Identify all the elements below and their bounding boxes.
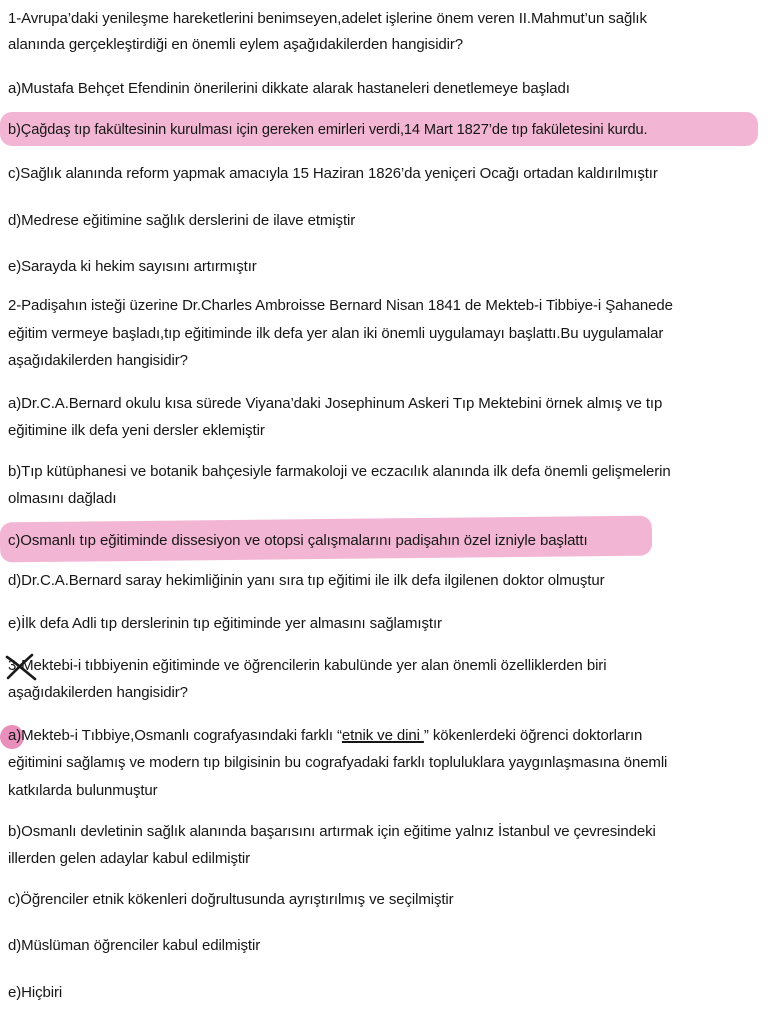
q3-option-c: c)Öğrenciler etnik kökenleri doğrultusunda ayrıştırılmış ve seçilmiştir — [8, 891, 454, 908]
q3-stem-line2: aşağıdakilerden hangisidir? — [8, 684, 188, 701]
q3-option-b-line1: b)Osmanlı devletinin sağlık alanında başarısını artırmak için eğitime yalnız İstanbul ve çevresindeki — [8, 823, 656, 840]
cross-out-mark-icon — [4, 653, 38, 681]
q1-stem-line1: 1-Avrupa’daki yenileşme hareketlerini benimseyen,adelet işlerine önem veren II.Mahmut’un sağlık — [8, 10, 647, 27]
q3-stem-line1 — [8, 656, 606, 675]
q1-option-d: d)Medrese eğitimine sağlık derslerini de ilave etmiştir — [8, 212, 356, 229]
q2-option-b-line2: olmasını dağladı — [8, 490, 117, 507]
q2-option-c: c)Osmanlı tıp eğitiminde dissesiyon ve otopsi çalışmalarını padişahın özel izniyle başlattı — [8, 532, 588, 549]
q3-option-b-line2: illerden gelen adaylar kabul edilmiştir — [8, 850, 251, 867]
q3-option-a-underlined: etnik ve dini — [341, 727, 424, 744]
q2-option-b-line1: b)Tıp kütüphanesi ve botanik bahçesiyle farmakoloji ve eczacılık alanında ilk defa önemli gelişmelerin — [8, 463, 671, 480]
q2-option-e: e)İlk defa Adli tıp derslerinin tıp eğitiminde yer almasını sağlamıştır — [8, 615, 442, 632]
q2-option-a-line2: eğitimine ilk defa yeni dersler eklemiştir — [8, 422, 265, 439]
q1-option-a: a)Mustafa Behçet Efendinin önerilerini dikkate alarak hastaneleri denetlemeye başladı — [8, 80, 570, 97]
q1-option-b: b)Çağdaş tıp fakültesinin kurulması için gereken emirleri verdi,14 Mart 1827’de tıp fakületesini kurdu. — [8, 122, 648, 138]
q2-stem-line2: eğitim vermeye başladı,tıp eğitiminde ilk defa yer alan iki önemli uygulamayı başlattı.Bu uygulamalar — [8, 325, 664, 342]
q2-option-d: d)Dr.C.A.Bernard saray hekimliğinin yanı sıra tıp eğitimi ile ilk defa ilgilenen doktor olmuştur — [8, 572, 605, 589]
q1-stem-line2: alanında gerçekleştirdiği en önemli eylem aşağıdakilerden hangisidir? — [8, 36, 464, 53]
q2-stem-line1: 2-Padişahın isteği üzerine Dr.Charles Ambroisse Bernard Nisan 1841 de Mekteb-i Tibbiye-i Şahanede — [8, 297, 673, 314]
q2-stem-line3: aşağıdakilerden hangisidir? — [8, 352, 188, 369]
q3-option-a-line3: katkılarda bulunmuştur — [8, 782, 158, 799]
q1-option-c: c)Sağlık alanında reform yapmak amacıyla 15 Haziran 1826’da yeniçeri Ocağı ortadan kaldırılmıştır — [8, 165, 658, 182]
q3-option-a-line2: eğitimini sağlamış ve modern tıp bilgisinin bu cografyadaki farklı topluluklara yaygınlaşmasına önemli — [8, 754, 668, 771]
q3-stem-text: Mektebi-i tıbbiyenin eğitiminde ve öğrencilerin kabulünde yer alan önemli özelliklerden biri — [21, 657, 607, 674]
q1-option-e: e)Sarayda ki hekim sayısını artırmıştır — [8, 258, 257, 275]
q3-option-d: d)Müslüman öğrenciler kabul edilmiştir — [8, 937, 261, 954]
q3-option-a-part2: ” kökenlerdeki öğrenci doktorların — [423, 727, 643, 744]
q3-option-a-line1 — [8, 726, 642, 745]
q3-number: 3- — [8, 657, 22, 674]
q3-option-e: e)Hiçbiri — [8, 984, 63, 1001]
q2-option-a-line1: a)Dr.C.A.Bernard okulu kısa sürede Viyana’daki Josephinum Askeri Tıp Mektebini örnek almış ve tıp — [8, 395, 663, 412]
q3-option-a-part1: a)Mekteb-i Tıbbiye,Osmanlı cografyasındaki farklı “ — [8, 727, 342, 744]
